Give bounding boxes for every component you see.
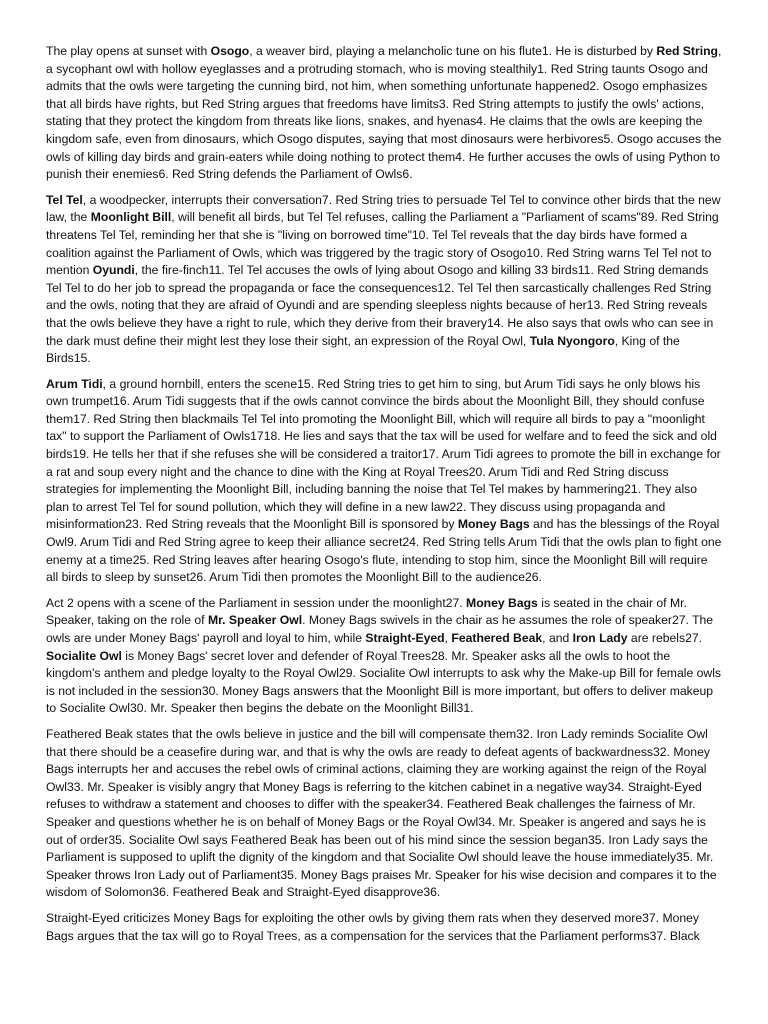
paragraph [46, 376, 722, 587]
text-run: , a sycophant owl with hollow eyeglasses and a protruding stomach, who is moving stealthily1. Red String taunts Osogo and admits that the owls were targeting the cunning bird, not him, when something unfortunate happened2. Osogo emphasizes that all birds have rights, but Red String argues that freedoms have limits3. Red String attempts to justify the owls' actions, stating that they protect the kingdom from threats like lions, snakes, and hyenas4. He claims that the owls are keeping the kingdom safe, even from dinosaurs, which Osogo disputes, saying that most dinosaurs were herbivores5. Osogo accuses the owls of killing day birds and grain-eaters while doing nothing to protect them4. He further accuses the owls of using Python to punish their enemies6. Red String defends the Parliament of Owls6. [46, 44, 722, 182]
paragraph [46, 192, 722, 368]
text-run: The play opens at sunset with [46, 44, 211, 58]
text-run: , will benefit all birds, but Tel Tel refuses, calling the Parliament a "Parliament of scams"89. Red String threatens Tel Tel, reminding her that she is "living on borrowed time"10. Tel Tel reveals that the day birds have formed a coalition against the Parliament of Owls, which was triggered by the tragic story of Osogo10. Red String warns Tel Tel not to mention [46, 210, 719, 278]
bold-name: Red String [656, 44, 719, 58]
text-run: , the fire-finch11. Tel Tel accuses the owls of lying about Osogo and killing 33 birds11. Red String demands Tel Tel to do her job to spread the propaganda or face the consequences12. Tel Tel then sarcastically challenges Red String and the owls, noting that they are afraid of Oyundi and are spending sleepless nights because of her13. Red String reveals that the owls believe they have a right to rule, which they derive from their bravery14. He also says that owls who can see in the dark must define their might lest they lose their sight, an expression of the Royal Owl, [46, 263, 714, 348]
text-run: . Money Bags swivels in the chair as he assumes the role of speaker27. The owls are under Money Bags' payroll and loyal to him, while [46, 613, 714, 645]
paragraph [46, 43, 722, 184]
text-run: , a ground hornbill, enters the scene15. Red String tries to get him to sing, but Arum Tidi says he only blows his own trumpet16. Arum Tidi suggests that if the owls cannot convince the birds about the Moonlight Bill, they should confuse them17. Red String then blackmails Tel Tel into promoting the Moonlight Bill, which will require all birds to pay a "moonlight tax" to support the Parliament of Owls1718. He lies and says that the tax will be used for welfare and to feed the sick and old birds19. He tells her that if she refuses she will be considered a traitor17. Arum Tidi agrees to promote the bill in exchange for a rat and soup every night and the chance to dine with the King at Royal Trees20. Arum Tidi and Red String discuss strategies for implementing the Moonlight Bill, including banning the noise that Tel Tel makes by hammering21. They also plan to arrest Tel Tel for sound pollution, which they will define in a new law22. They discuss using propaganda and misinformation23. Red String reveals that the Moonlight Bill is sponsored by [46, 376, 721, 532]
text-run: are rebels27. [627, 631, 703, 645]
bold-name: Tula Nyongoro [529, 333, 615, 348]
bold-name: Tel Tel [46, 192, 83, 207]
text-run: , a woodpecker, interrupts their conversation7. Red String tries to persuade Tel Tel to convince other birds that the new law, the [46, 192, 721, 225]
bold-name: Arum Tidi [46, 376, 103, 391]
paragraph [46, 726, 722, 902]
text-run: Feathered Beak states that the owls believe in justice and the bill will compensate them32. Iron Lady reminds Socialite Owl that there should be a ceasefire during war, and that is why the owls are ready to defeat agents of backwardness32. Money Bags interrupts her and accuses the rebel owls of criminal actions, claiming they are working against the reign of the Royal Owl33. Mr. Speaker is visibly angry that Money Bags is referring to the kitchen cabinet in a negative way34. Straight-Eyed refuses to withdraw a statement and chooses to differ with the speaker34. Feathered Beak challenges the fairness of Mr. Speaker and questions whether he is on behalf of Money Bags or the Royal Owl34. Mr. Speaker is angered and says he is out of order35. Socialite Owl says Feathered Beak has been out of his mind since the session began35. Iron Lady says the Parliament is supposed to uplift the dignity of the kingdom and that Socialite Owl should leave the house immediately35. Mr. Speaker throws Iron Lady out of Parliament35. Money Bags praises Mr. Speaker for his wise decision and compares it to the wisdom of Solomon36. Feathered Beak and Straight-Eyed disapprove36. [46, 726, 717, 900]
bold-name: Feathered Beak [451, 631, 543, 645]
text-run: , and [542, 631, 573, 645]
bold-name: Straight-Eyed [365, 631, 445, 645]
text-run: , a weaver bird, playing a melancholic tune on his flute1. He is disturbed by [249, 44, 657, 58]
bold-name: Socialite Owl [46, 648, 122, 663]
text-run: and has the blessings of the Royal Owl9. Arum Tidi and Red String agree to keep their alliance secret24. Red String tells Arum Tidi that the owls plan to fight one enemy at a time25. Red String leaves after hearing Osogo's flute, intending to stop him, since the Moonlight Bill will require all birds to sleep by sunset26. Arum Tidi then promotes the Moonlight Bill to the audience26. [46, 517, 722, 585]
bold-name: Money Bags [457, 517, 530, 532]
bold-name: Oyundi [92, 263, 135, 278]
bold-name: Moonlight Bill [90, 210, 172, 225]
bold-name: Money Bags [466, 595, 538, 610]
bold-name: Iron Lady [572, 631, 628, 645]
text-run: , [444, 631, 452, 645]
text-run: is seated in the chair of Mr. Speaker, taking on the role of [46, 595, 687, 628]
text-run: Act 2 opens with a scene of the Parliament in session under the moonlight27. [46, 595, 467, 610]
paragraph [46, 595, 722, 718]
paragraph [46, 910, 722, 945]
bold-name: Osogo [210, 44, 250, 58]
bold-name: Mr. Speaker Owl [207, 613, 303, 628]
document-page [46, 43, 722, 953]
text-run: is Money Bags' secret lover and defender of Royal Trees28. Mr. Speaker asks all the owls to hoot the kingdom's anthem and pledge loyalty to the Royal Owl29. Socialite Owl interrupts to ask why the Make-up Bill for female owls is not included in the session30. Money Bags answers that the Moonlight Bill is more important, but offers to deliver makeup to Socialite Owl30. Mr. Speaker then begins the debate on the Moonlight Bill31. [46, 648, 721, 716]
text-run: Straight-Eyed criticizes Money Bags for exploiting the other owls by giving them rats when they deserved more37. Money Bags argues that the tax will go to Royal Trees, as a compensation for the services that the Parliament performs37. Black [46, 910, 700, 943]
text-run: , King of the Birds15. [46, 333, 680, 366]
